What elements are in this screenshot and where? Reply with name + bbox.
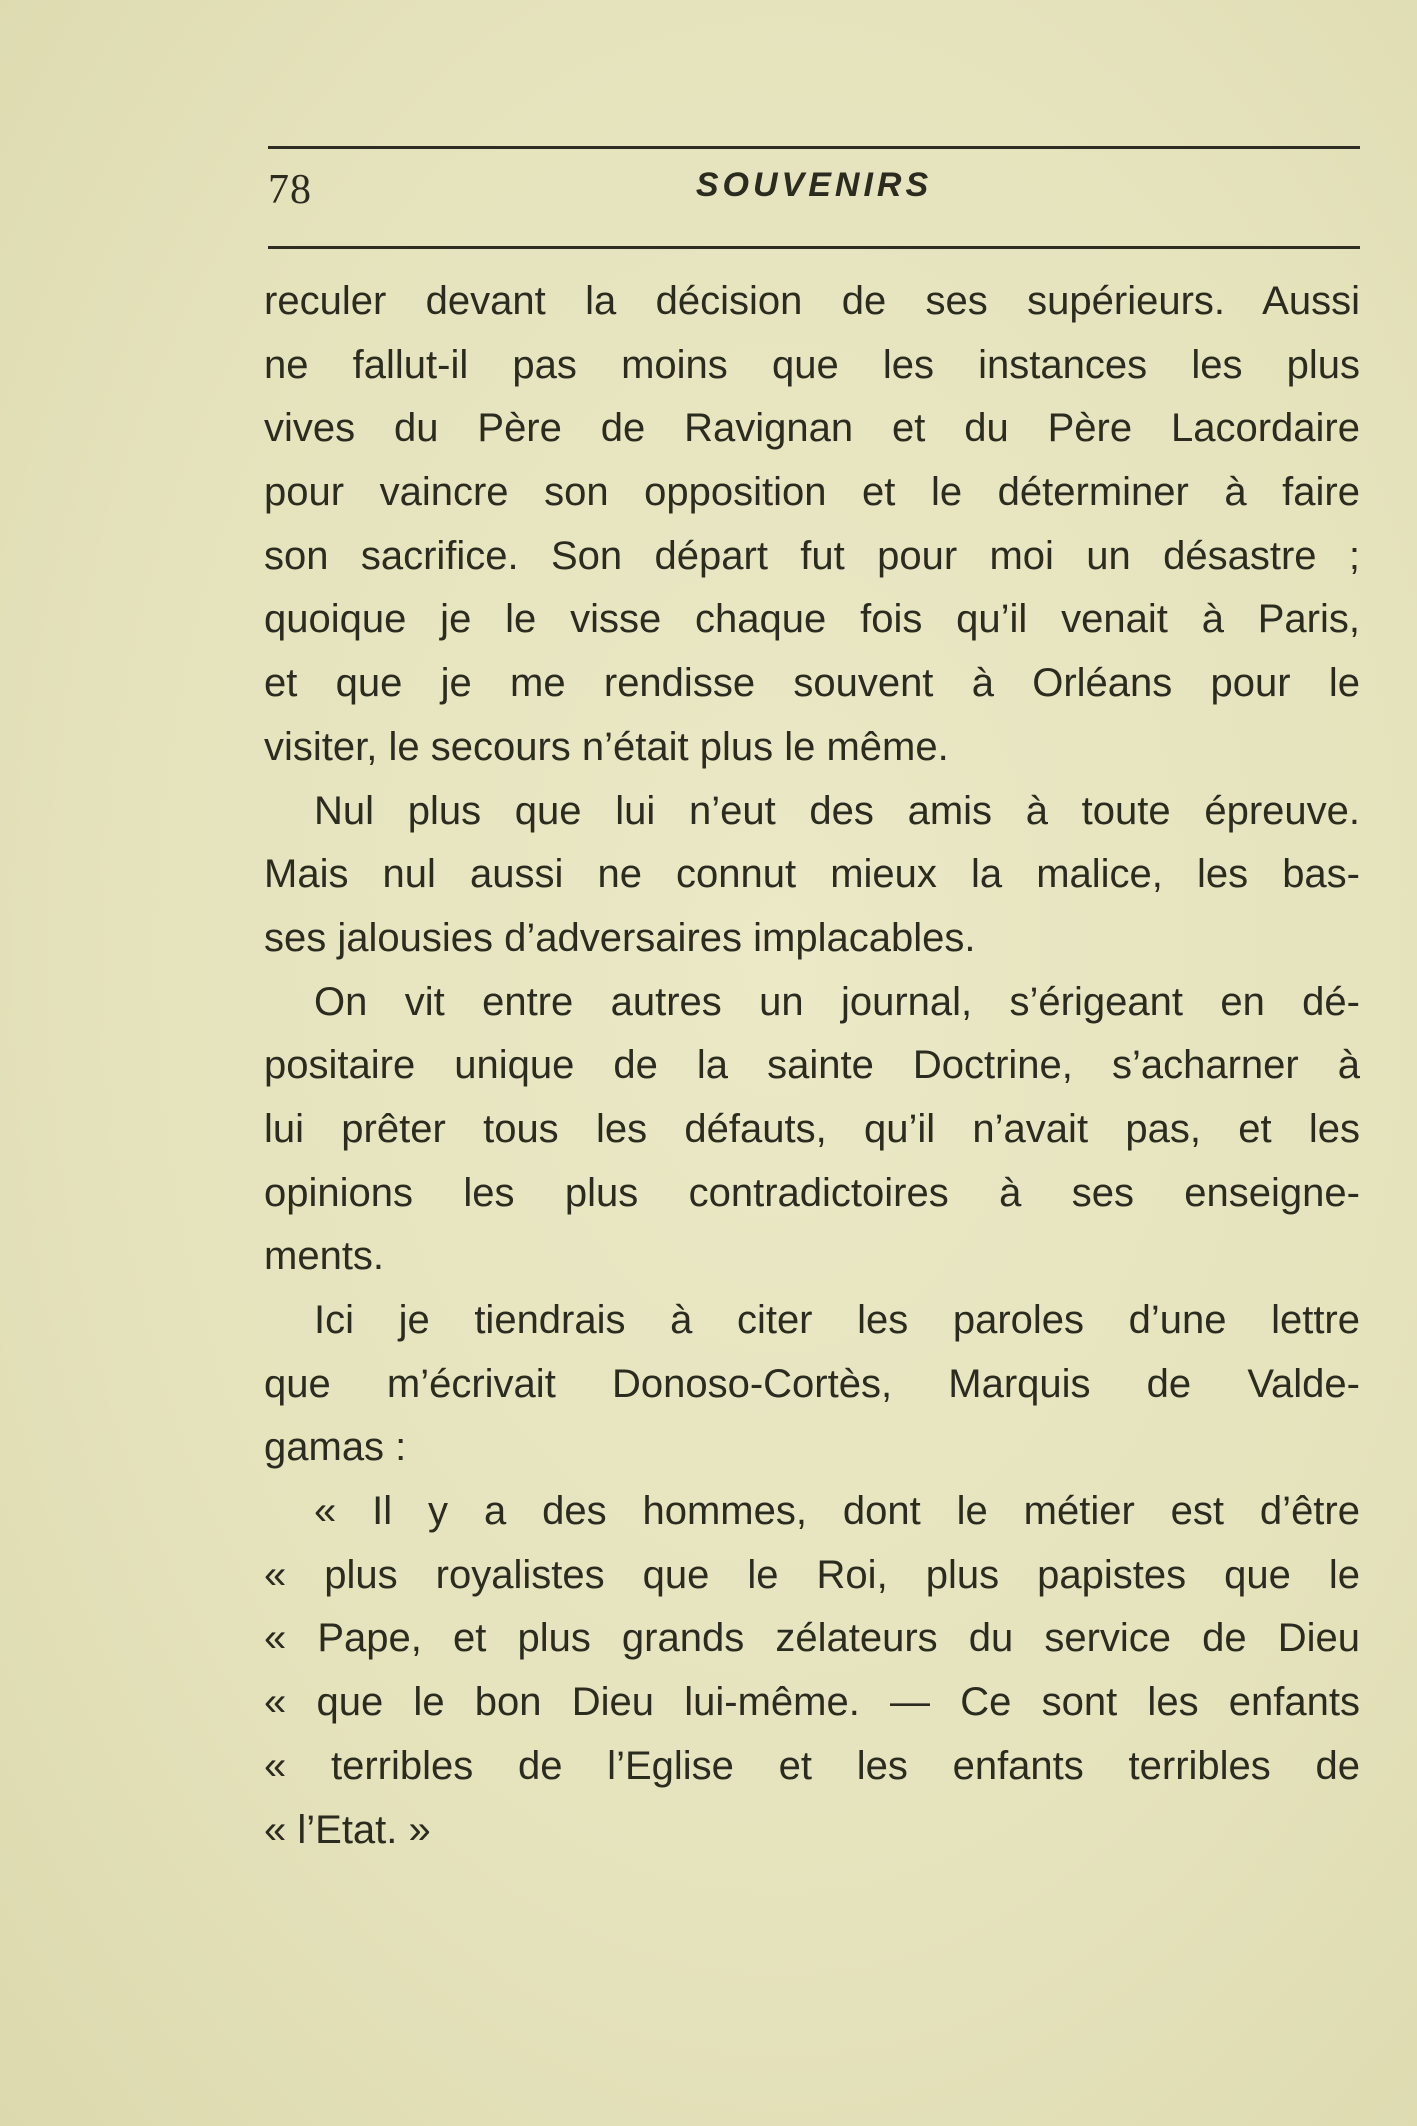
text-line: On vit entre autres un journal, s’érigeant en dé- — [314, 979, 1360, 1024]
body-text — [264, 270, 1360, 1862]
text-line: pour vaincre son opposition et le déterminer à faire — [264, 470, 1360, 515]
text-line: ments. — [264, 1234, 385, 1279]
text-line: « terribles de l’Eglise et les enfants terribles de — [264, 1743, 1360, 1788]
header-rule-bottom — [268, 246, 1360, 249]
text-line: « l’Etat. » — [264, 1807, 431, 1852]
text-line: « plus royalistes que le Roi, plus papistes que le — [264, 1552, 1360, 1597]
running-title: SOUVENIRS — [695, 166, 933, 204]
text-line: Mais nul aussi ne connut mieux la malice, les bas- — [264, 852, 1360, 897]
text-line: gamas : — [264, 1425, 407, 1470]
header-rule-top — [268, 146, 1360, 149]
text-line: reculer devant la décision de ses supérieurs. Aussi — [264, 279, 1360, 323]
text-line: et que je me rendisse souvent à Orléans pour le — [264, 661, 1360, 706]
text-line: visiter, le secours n’était plus le même. — [264, 724, 949, 769]
text-line: opinions les plus contradictoires à ses enseigne- — [264, 1170, 1360, 1215]
text-line: vives du Père de Ravignan et du Père Lacordaire — [264, 406, 1360, 451]
text-line: « que le bon Dieu lui-même. — Ce sont les enfants — [264, 1680, 1360, 1725]
text-line: son sacrifice. Son départ fut pour moi un désastre ; — [264, 533, 1360, 578]
text-line: lui prêter tous les défauts, qu’il n’avait pas, et les — [264, 1106, 1360, 1151]
text-line: « Il y a des hommes, dont le métier est d’être — [314, 1489, 1360, 1534]
page-number: 78 — [268, 167, 312, 213]
text-line: ne fallut-il pas moins que les instances les plus — [264, 342, 1360, 387]
text-line: « Pape, et plus grands zélateurs du service de Dieu — [264, 1616, 1360, 1661]
text-line: ses jalousies d’adversaires implacables. — [264, 915, 976, 960]
text-line: quoique je le visse chaque fois qu’il venait à Paris, — [264, 597, 1360, 642]
text-line: positaire unique de la sainte Doctrine, s’acharner à — [264, 1043, 1360, 1088]
text-line: que m’écrivait Donoso-Cortès, Marquis de Valde- — [264, 1361, 1360, 1406]
page-header — [268, 160, 1360, 220]
text-line: Nul plus que lui n’eut des amis à toute épreuve. — [314, 788, 1360, 833]
text-line: Ici je tiendrais à citer les paroles d’une lettre — [314, 1298, 1360, 1342]
